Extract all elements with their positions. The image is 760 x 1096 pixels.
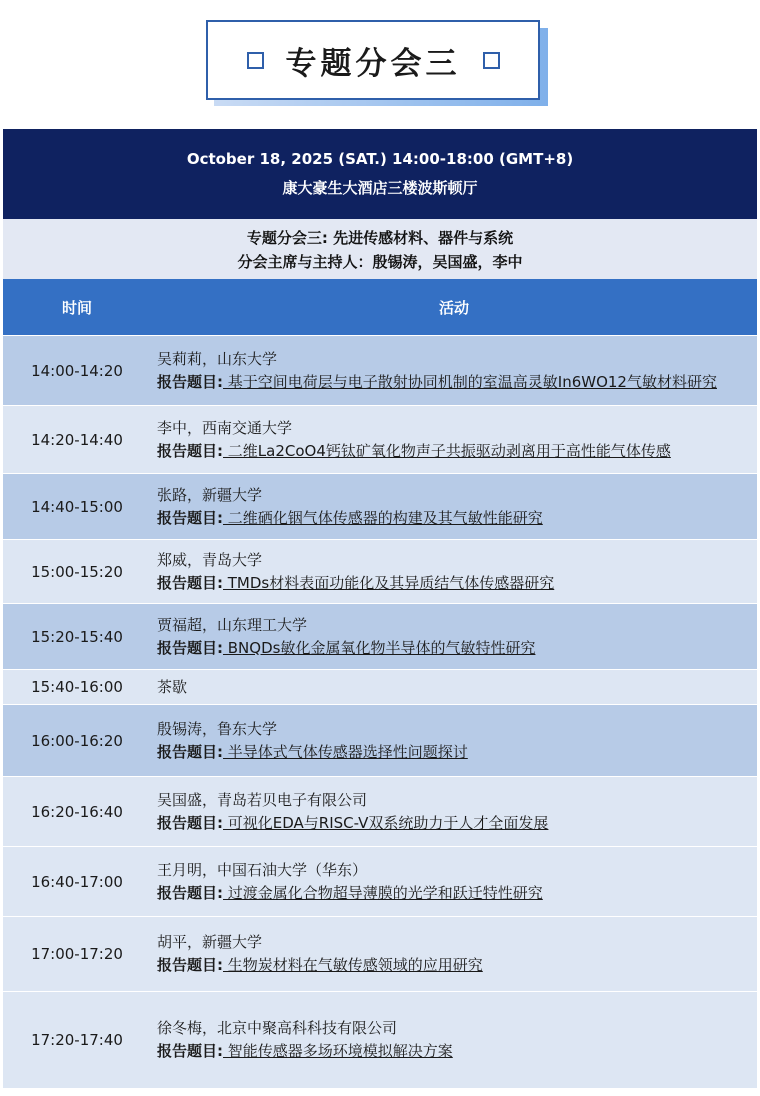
topic-label: 报告题目:: [157, 638, 223, 657]
row-activity: [151, 549, 757, 595]
square-icon: [247, 52, 264, 69]
row-speaker: 殷锡涛，鲁东大学: [157, 719, 278, 738]
row-speaker: 胡平，新疆大学: [157, 933, 263, 951]
topic-label: 报告题目:: [157, 813, 223, 832]
title-box: [206, 20, 540, 100]
row-activity: [151, 484, 757, 530]
row-topic: TMDs材料表面功能化及其异质结气体传感器研究: [223, 573, 555, 592]
topic-label: 报告题目:: [157, 508, 223, 527]
row-activity: [151, 859, 757, 905]
row-speaker: 王月明，中国石油大学（华东）: [157, 860, 368, 879]
topic-label: 报告题目:: [157, 441, 223, 460]
row-time: 17:00-17:20: [31, 945, 123, 963]
table-row: [3, 603, 757, 669]
row-speaker: 徐冬梅，北京中聚高科科技有限公司: [157, 1019, 398, 1037]
row-topic: 二维La2CoO4钙钛矿氧化物声子共振驱动剥离用于高性能气体传感: [223, 441, 671, 460]
session-chairs: 分会主席与主持人：殷锡涛，吴国盛，李中: [237, 252, 523, 271]
column-header-time: 时间: [61, 298, 92, 317]
table-row: [3, 473, 757, 539]
row-activity: [151, 676, 757, 699]
session-name: 专题分会三: 先进传感材料、器件与系统: [246, 228, 514, 247]
row-activity: [151, 789, 757, 835]
table-row: [3, 916, 757, 991]
row-activity: [151, 718, 757, 764]
topic-label: 报告题目:: [157, 742, 223, 761]
table-row: [3, 669, 757, 704]
row-activity: [151, 614, 757, 660]
row-speaker: 李中，西南交通大学: [157, 418, 293, 437]
row-time: 15:40-16:00: [31, 678, 123, 696]
event-venue: 康大豪生大酒店三楼波斯顿厅: [282, 179, 478, 197]
row-topic: 生物炭材料在气敏传感领域的应用研究: [223, 956, 483, 974]
topic-label: 报告题目:: [157, 372, 223, 391]
row-topic: 过渡金属化合物超导薄膜的光学和跃迁特性研究: [223, 883, 543, 902]
row-time: 16:00-16:20: [31, 731, 123, 750]
schedule-table: [3, 129, 757, 1088]
table-row: [3, 539, 757, 603]
session-title-banner: [206, 20, 548, 106]
row-speaker: 张路，新疆大学: [157, 485, 263, 504]
table-row: [3, 704, 757, 776]
topic-label: 报告题目:: [157, 956, 223, 974]
topic-label: 报告题目:: [157, 883, 223, 902]
session-header: [3, 219, 757, 279]
table-row: [3, 846, 757, 916]
row-activity: [151, 1017, 757, 1063]
page-title: 专题分会三: [285, 45, 461, 82]
table-row: [3, 405, 757, 473]
row-time: 17:20-17:40: [31, 1031, 123, 1049]
row-speaker: 郑威，青岛大学: [157, 550, 263, 569]
row-time: 14:40-15:00: [31, 497, 123, 516]
row-topic: 智能传感器多场环境模拟解决方案: [223, 1042, 453, 1060]
row-time: 16:20-16:40: [31, 802, 123, 821]
square-icon: [483, 52, 500, 69]
row-break: 茶歇: [157, 677, 188, 696]
row-activity: [151, 931, 757, 977]
event-header: [3, 129, 757, 219]
row-time: 15:20-15:40: [31, 627, 123, 646]
topic-label: 报告题目:: [157, 573, 223, 592]
column-header-row: [3, 279, 757, 335]
row-time: 16:40-17:00: [31, 872, 123, 891]
row-time: 14:00-14:20: [31, 361, 123, 380]
table-row: [3, 335, 757, 405]
row-topic: 基于空间电荷层与电子散射协同机制的室温高灵敏In6WO12气敏材料研究: [223, 372, 717, 391]
row-time: 15:00-15:20: [31, 562, 123, 581]
row-topic: 半导体式气体传感器选择性问题探讨: [223, 742, 468, 761]
row-topic: 二维硒化铟气体传感器的构建及其气敏性能研究: [223, 508, 543, 527]
row-activity: [151, 348, 757, 394]
topic-label: 报告题目:: [157, 1042, 223, 1060]
row-speaker: 贾福超，山东理工大学: [157, 615, 308, 634]
row-activity: [151, 417, 757, 463]
row-time: 14:20-14:40: [31, 430, 123, 449]
row-speaker: 吴国盛，青岛若贝电子有限公司: [157, 790, 368, 809]
column-header-activity: 活动: [438, 298, 469, 317]
table-row: [3, 776, 757, 846]
table-row: [3, 991, 757, 1088]
row-speaker: 吴莉莉，山东大学: [157, 349, 278, 368]
row-topic: 可视化EDA与RISC-V双系统助力于人才全面发展: [223, 813, 549, 832]
event-datetime: October 18, 2025 (SAT.) 14:00-18:00 (GMT+8): [186, 150, 574, 168]
row-topic: BNQDs敏化金属氧化物半导体的气敏特性研究: [223, 638, 536, 657]
